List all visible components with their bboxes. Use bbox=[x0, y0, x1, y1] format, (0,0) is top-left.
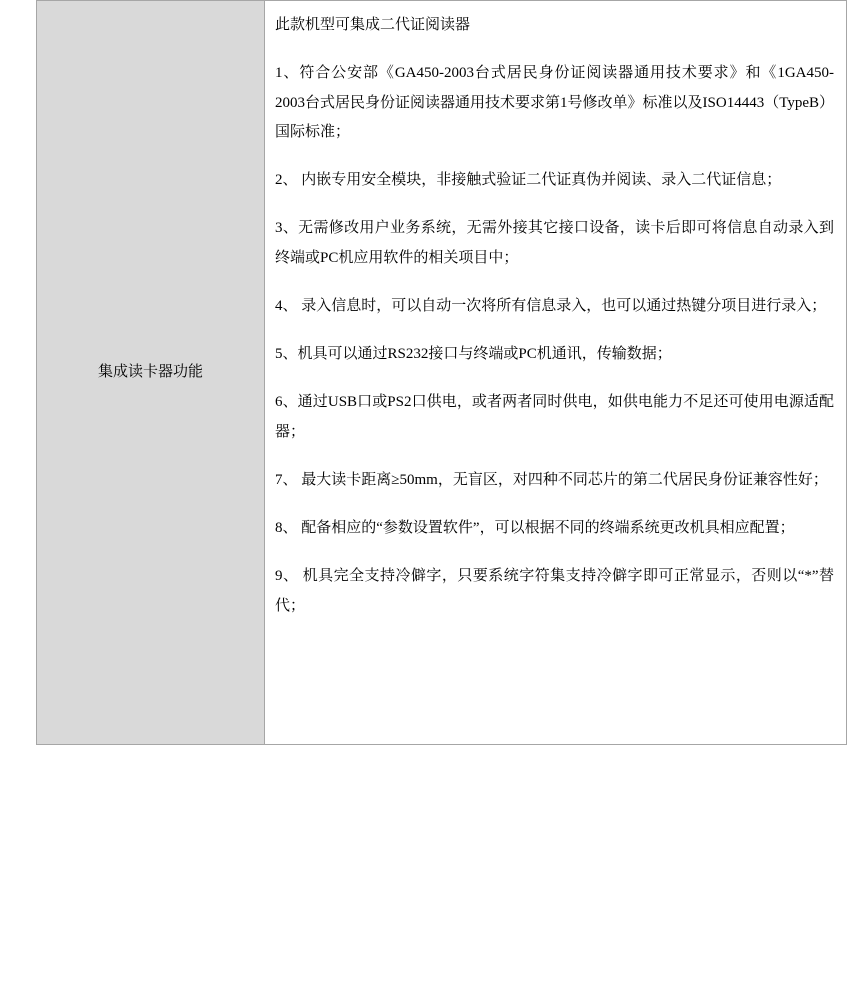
row-label-text: 集成读卡器功能 bbox=[97, 364, 203, 381]
specification-table bbox=[36, 0, 847, 745]
table-row bbox=[37, 1, 847, 745]
content-paragraph-1: 1、符合公安部《GA450-2003台式居民身份证阅读器通用技术要求》和《1GA450-2003台式居民身份证阅读器通用技术要求第1号修改单》标准以及ISO14443（TypeB）国际标准； bbox=[275, 65, 834, 140]
content-paragraph-5: 5、机具可以通过RS232接口与终端或PC机通讯，传输数据； bbox=[275, 346, 672, 362]
content-paragraph-7: 7、 最大读卡距离≥50mm，无盲区，对四种不同芯片的第二代居民身份证兼容性好； bbox=[275, 471, 828, 488]
table-body bbox=[37, 1, 847, 745]
content-paragraph-8: 8、 配备相应的“参数设置软件”，可以根据不同的终端系统更改机具相应配置； bbox=[275, 520, 795, 536]
content-paragraph-0: 此款机型可集成二代证阅读器 bbox=[275, 17, 471, 33]
cell-bottom-spacer bbox=[275, 640, 834, 726]
content-paragraph-3: 3、无需修改用户业务系统，无需外接其它接口设备，读卡后即可将信息自动录入到终端或PC机应用软件的相关项目中； bbox=[275, 220, 834, 266]
content-paragraph-9: 9、 机具完全支持冷僻字，只要系统字符集支持冷僻字即可正常显示，否则以“*”替代； bbox=[275, 568, 834, 614]
row-content-cell bbox=[265, 1, 847, 745]
content-paragraph-6: 6、通过USB口或PS2口供电，或者两者同时供电，如供电能力不足还可使用电源适配器； bbox=[275, 394, 834, 440]
content-paragraph-2: 2、 内嵌专用安全模块，非接触式验证二代证真伪并阅读、录入二代证信息； bbox=[275, 172, 782, 188]
row-label-cell bbox=[37, 1, 265, 745]
content-paragraph-4: 4、 录入信息时，可以自动一次将所有信息录入，也可以通过热键分项目进行录入； bbox=[275, 297, 827, 314]
